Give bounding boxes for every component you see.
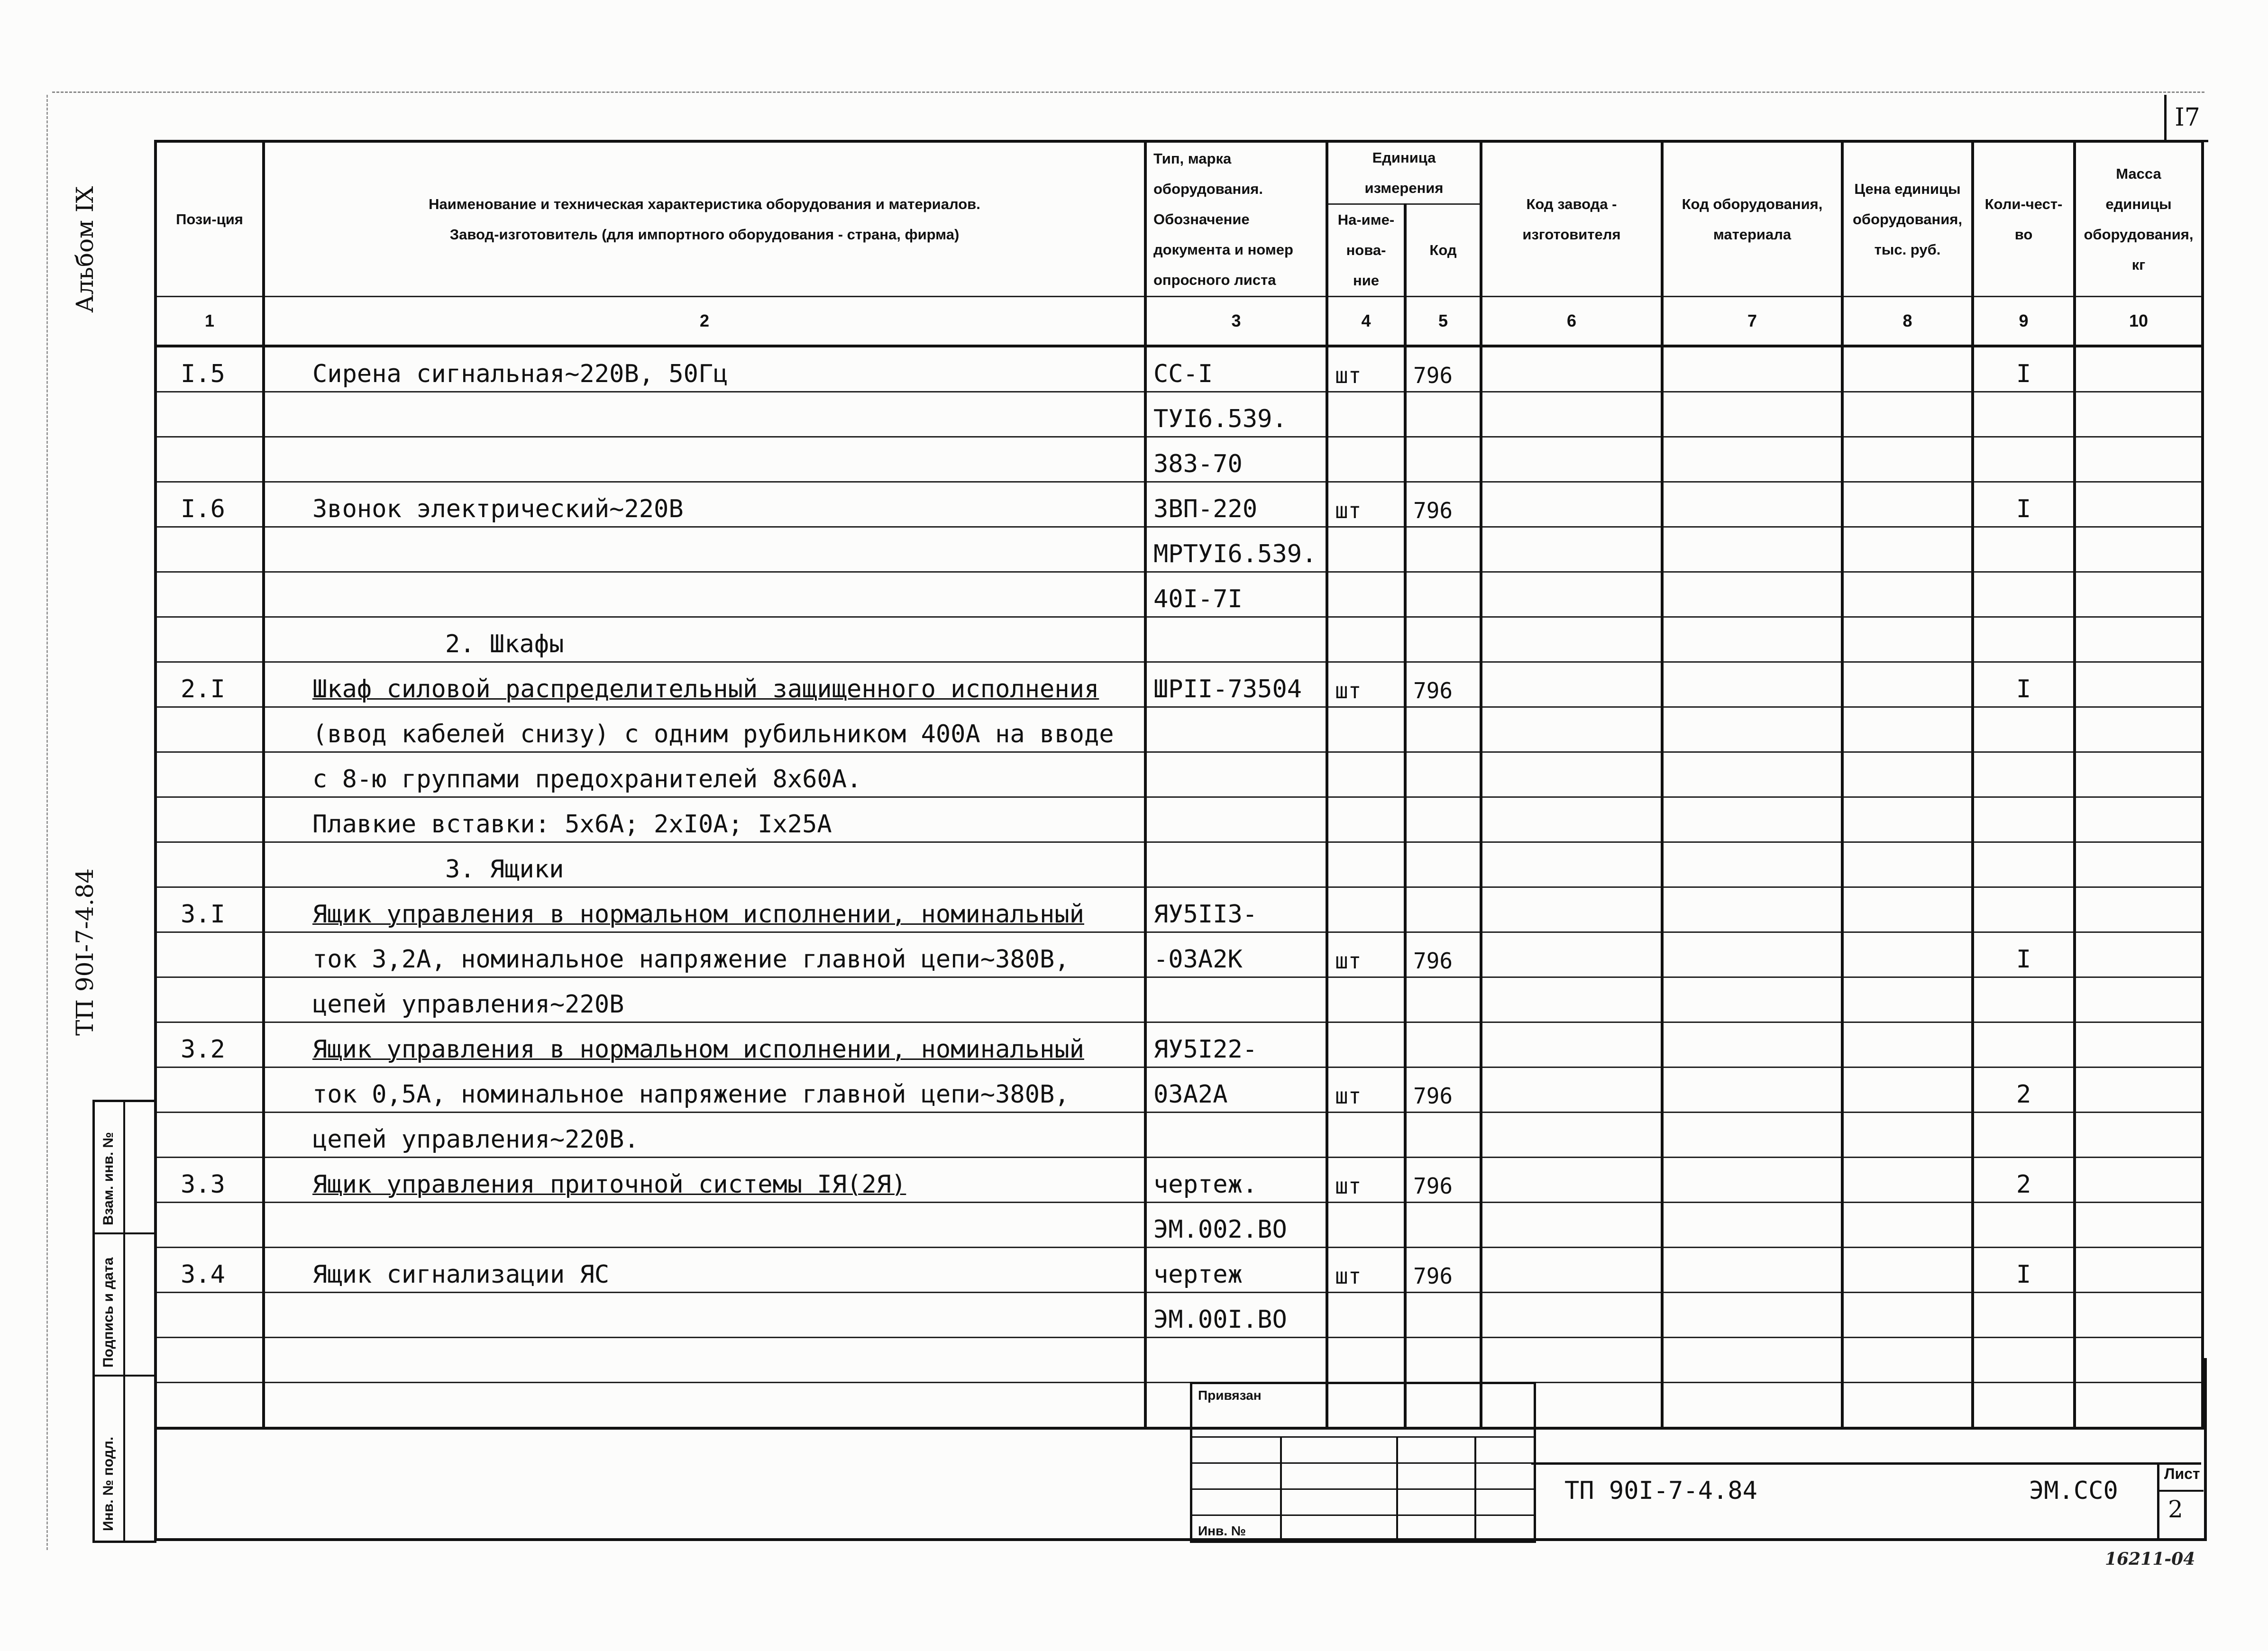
- cell-unit: [1327, 572, 1405, 617]
- cell-price: [1842, 1248, 1973, 1293]
- cell-position: 3.3: [155, 1158, 264, 1203]
- cell-position: [155, 572, 264, 617]
- cell-position: [155, 1067, 264, 1113]
- cell-price: [1842, 932, 1973, 977]
- cell-name: цепей управления~220В: [264, 977, 1145, 1022]
- cell-type: [1145, 797, 1327, 842]
- cell-type: ТУI6.539.: [1145, 392, 1327, 437]
- cell-name: Ящик управления в нормальном исполнении, номинальный: [264, 1022, 1145, 1067]
- side-doc-number: ТП 90I-7-4.84: [71, 868, 99, 1036]
- table-row: [155, 707, 2203, 752]
- table-row: [155, 977, 2203, 1022]
- cell-equipment-code: [1662, 1022, 1842, 1067]
- cell-position: 2.I: [155, 662, 264, 707]
- cell-quantity: I: [1973, 1248, 2075, 1293]
- cell-mass: [2075, 977, 2203, 1022]
- cell-plant-code: [1481, 707, 1662, 752]
- cell-mass: [2075, 482, 2203, 527]
- header-name-line1: Наименование и техническая характеристика оборудования и материалов.: [429, 195, 980, 212]
- cell-unit: [1327, 1022, 1405, 1067]
- column-number: 5: [1405, 297, 1481, 347]
- cell-quantity: [1973, 887, 2075, 932]
- cell-price: [1842, 1293, 1973, 1338]
- cell-mass: [2075, 617, 2203, 662]
- cell-position: [155, 797, 264, 842]
- document-code: ТП 90I-7-4.84: [1564, 1477, 1757, 1505]
- cell-plant-code: [1481, 527, 1662, 572]
- side-stamp-column: [92, 1100, 156, 1543]
- cell-quantity: I: [1973, 662, 2075, 707]
- cell-equipment-code: [1662, 1203, 1842, 1248]
- cell-mass: [2075, 1203, 2203, 1248]
- attached-label: Привязан: [1198, 1388, 1262, 1403]
- sheet-code: ЭМ.СС0: [2029, 1477, 2118, 1505]
- cell-plant-code: [1481, 392, 1662, 437]
- cell-type: 383-70: [1145, 437, 1327, 482]
- header-plant-code: Код завода - изготовителя: [1481, 141, 1662, 297]
- cell-type: ЭМ.002.ВО: [1145, 1203, 1327, 1248]
- cell-price: [1842, 1113, 1973, 1158]
- cell-type: ЗВП-220: [1145, 482, 1327, 527]
- grid-line: [1474, 1436, 1476, 1541]
- cell-unit: [1327, 887, 1405, 932]
- cell-quantity: I: [1973, 932, 2075, 977]
- cell-position: [155, 527, 264, 572]
- grid-line: [1396, 1436, 1398, 1541]
- table-row: [155, 1248, 2203, 1293]
- cell-quantity: [1973, 797, 2075, 842]
- left-dashed-border: [46, 95, 48, 1550]
- cell-name: [264, 527, 1145, 572]
- grid-line: [1192, 1462, 1534, 1464]
- cell-unit: шт: [1327, 346, 1405, 392]
- table-row: [155, 1158, 2203, 1203]
- table-row: [155, 527, 2203, 572]
- cell-unit-code: [1405, 797, 1481, 842]
- cell-name: Ящик сигнализации ЯС: [264, 1248, 1145, 1293]
- table-row: [155, 842, 2203, 887]
- table-row: [155, 752, 2203, 797]
- cell-equipment-code: [1662, 437, 1842, 482]
- cell-plant-code: [1481, 346, 1662, 392]
- cell-plant-code: [1481, 1203, 1662, 1248]
- cell-price: [1842, 482, 1973, 527]
- cell-plant-code: [1481, 662, 1662, 707]
- cell-name: ток 3,2А, номинальное напряжение главной цепи~380В,: [264, 932, 1145, 977]
- cell-plant-code: [1481, 1293, 1662, 1338]
- cell-unit: [1327, 1293, 1405, 1338]
- cell-unit-code: [1405, 707, 1481, 752]
- cell-plant-code: [1481, 797, 1662, 842]
- cell-unit-code: 796: [1405, 662, 1481, 707]
- cell-unit-code: 796: [1405, 1248, 1481, 1293]
- header-name: [264, 141, 1145, 297]
- cell-mass: [2075, 1113, 2203, 1158]
- cell-price: [1842, 346, 1973, 392]
- table-row: [155, 797, 2203, 842]
- cell-plant-code: [1481, 842, 1662, 887]
- cell-quantity: [1973, 617, 2075, 662]
- cell-price: [1842, 887, 1973, 932]
- cell-price: [1842, 572, 1973, 617]
- cell-plant-code: [1481, 437, 1662, 482]
- cell-mass: [2075, 346, 2203, 392]
- cell-unit: [1327, 797, 1405, 842]
- sheet-box-divider: [2159, 1490, 2204, 1492]
- cell-equipment-code: [1662, 932, 1842, 977]
- cell-unit-code: [1405, 392, 1481, 437]
- cell-unit: шт: [1327, 482, 1405, 527]
- cell-position: [155, 437, 264, 482]
- header-unit-code: Код: [1405, 204, 1481, 297]
- cell-unit-code: 796: [1405, 1067, 1481, 1113]
- cell-unit: [1327, 617, 1405, 662]
- cell-price: [1842, 617, 1973, 662]
- table-row: [155, 346, 2203, 392]
- cell-equipment-code: [1662, 1248, 1842, 1293]
- cell-mass: [2075, 1293, 2203, 1338]
- cell-unit-code: 796: [1405, 482, 1481, 527]
- cell-equipment-code: [1662, 572, 1842, 617]
- cell-plant-code: [1481, 932, 1662, 977]
- cell-position: I.6: [155, 482, 264, 527]
- cell-price: [1842, 842, 1973, 887]
- cell-equipment-code: [1662, 842, 1842, 887]
- cell-position: [155, 1203, 264, 1248]
- table-row: [155, 932, 2203, 977]
- cell-mass: [2075, 752, 2203, 797]
- column-number: 9: [1973, 297, 2075, 347]
- cell-quantity: [1973, 1113, 2075, 1158]
- column-number: 10: [2075, 297, 2203, 347]
- cell-type: ЯУ5I22-: [1145, 1022, 1327, 1067]
- cell-plant-code: [1481, 1022, 1662, 1067]
- cell-type: [1145, 707, 1327, 752]
- cell-unit: шт: [1327, 1248, 1405, 1293]
- cell-quantity: [1973, 1293, 2075, 1338]
- cell-unit: [1327, 392, 1405, 437]
- table-row: [155, 662, 2203, 707]
- cell-plant-code: [1481, 1248, 1662, 1293]
- cell-equipment-code: [1662, 392, 1842, 437]
- cell-price: [1842, 752, 1973, 797]
- table-row: [155, 1203, 2203, 1248]
- cell-unit-code: [1405, 1113, 1481, 1158]
- cell-unit-code: [1405, 977, 1481, 1022]
- stamp-field-signature-date: Подпись и дата: [101, 1257, 116, 1368]
- cell-position: I.5: [155, 346, 264, 392]
- cell-quantity: [1973, 1203, 2075, 1248]
- section-heading: 2. Шкафы: [264, 617, 1145, 662]
- cell-quantity: [1973, 977, 2075, 1022]
- cell-mass: [2075, 797, 2203, 842]
- cell-type: чертеж.: [1145, 1158, 1327, 1203]
- cell-name: Шкаф силовой распределительный защищенного исполнения: [264, 662, 1145, 707]
- grid-line: [1192, 1488, 1534, 1490]
- cell-equipment-code: [1662, 1293, 1842, 1338]
- cell-name: Ящик управления приточной системы IЯ(2Я): [264, 1158, 1145, 1203]
- column-number: 6: [1481, 297, 1662, 347]
- header-mass: Масса единицы оборудования, кг: [2075, 141, 2203, 297]
- cell-unit-code: 796: [1405, 346, 1481, 392]
- header-price: Цена единицы оборудования, тыс. руб.: [1842, 141, 1973, 297]
- cell-type: 40I-7I: [1145, 572, 1327, 617]
- cell-plant-code: [1481, 617, 1662, 662]
- cell-name: [264, 572, 1145, 617]
- column-number: 7: [1662, 297, 1842, 347]
- top-dashed-border: [52, 91, 2204, 93]
- cell-price: [1842, 797, 1973, 842]
- cell-unit-code: [1405, 1293, 1481, 1338]
- cell-unit: [1327, 752, 1405, 797]
- cell-unit: [1327, 527, 1405, 572]
- column-number-row: [155, 297, 2203, 347]
- cell-unit: [1327, 977, 1405, 1022]
- table-row: [155, 1113, 2203, 1158]
- cell-plant-code: [1481, 1158, 1662, 1203]
- sheet-label: Лист: [2164, 1465, 2200, 1482]
- cell-type: МРТУI6.539.: [1145, 527, 1327, 572]
- cell-name: Сирена сигнальная~220В, 50Гц: [264, 346, 1145, 392]
- grid-line: [1192, 1436, 1534, 1438]
- table-row: [155, 1067, 2203, 1113]
- cell-quantity: I: [1973, 346, 2075, 392]
- table-row: [155, 887, 2203, 932]
- attachment-stamp: [1190, 1382, 1536, 1543]
- album-label: Альбом IX: [71, 186, 99, 313]
- cell-unit: шт: [1327, 1158, 1405, 1203]
- cell-quantity: I: [1973, 482, 2075, 527]
- cell-equipment-code: [1662, 977, 1842, 1022]
- cell-quantity: [1973, 707, 2075, 752]
- column-number: 3: [1145, 297, 1327, 347]
- cell-unit: [1327, 1203, 1405, 1248]
- cell-equipment-code: [1662, 707, 1842, 752]
- cell-mass: [2075, 707, 2203, 752]
- header-type: Тип, марка оборудования. Обозначение документа и номер опросного листа: [1145, 141, 1327, 297]
- cell-position: 3.2: [155, 1022, 264, 1067]
- cell-position: [155, 842, 264, 887]
- cell-mass: [2075, 1248, 2203, 1293]
- cell-equipment-code: [1662, 1067, 1842, 1113]
- cell-equipment-code: [1662, 887, 1842, 932]
- grid-line: [1192, 1514, 1534, 1516]
- cell-quantity: [1973, 842, 2075, 887]
- cell-name: [264, 1293, 1145, 1338]
- cell-quantity: [1973, 1022, 2075, 1067]
- section-heading: 3. Ящики: [264, 842, 1145, 887]
- cell-mass: [2075, 842, 2203, 887]
- cell-unit: [1327, 437, 1405, 482]
- cell-mass: [2075, 887, 2203, 932]
- table-row: [155, 617, 2203, 662]
- cell-unit-code: [1405, 617, 1481, 662]
- cell-plant-code: [1481, 752, 1662, 797]
- stamp-separator: [95, 1375, 154, 1377]
- cell-equipment-code: [1662, 752, 1842, 797]
- cell-equipment-code: [1662, 527, 1842, 572]
- cell-unit-code: [1405, 1203, 1481, 1248]
- table-row: [155, 482, 2203, 527]
- cell-price: [1842, 662, 1973, 707]
- cell-position: [155, 752, 264, 797]
- cell-name: цепей управления~220В.: [264, 1113, 1145, 1158]
- cell-name: Ящик управления в нормальном исполнении, номинальный: [264, 887, 1145, 932]
- cell-plant-code: [1481, 1113, 1662, 1158]
- table-row: [155, 1022, 2203, 1067]
- cell-unit-code: [1405, 437, 1481, 482]
- cell-unit-code: 796: [1405, 932, 1481, 977]
- table-row: [155, 437, 2203, 482]
- column-number: 1: [155, 297, 264, 347]
- cell-name: с 8-ю группами предохранителей 8х60А.: [264, 752, 1145, 797]
- sheet-value: 2: [2168, 1496, 2183, 1523]
- cell-quantity: 2: [1973, 1067, 2075, 1113]
- cell-equipment-code: [1662, 482, 1842, 527]
- cell-position: 3.4: [155, 1248, 264, 1293]
- cell-unit-code: [1405, 752, 1481, 797]
- header-unit-name: На-име-нова-ние: [1327, 204, 1405, 297]
- cell-mass: [2075, 1022, 2203, 1067]
- cell-mass: [2075, 662, 2203, 707]
- cell-unit: [1327, 1113, 1405, 1158]
- cell-position: 3.I: [155, 887, 264, 932]
- cell-type: [1145, 977, 1327, 1022]
- cell-type: ЯУ5II3-: [1145, 887, 1327, 932]
- cell-price: [1842, 437, 1973, 482]
- stamp-field-original-inv: Инв. № подл.: [101, 1436, 116, 1531]
- cell-type: [1145, 617, 1327, 662]
- cell-unit: шт: [1327, 932, 1405, 977]
- cell-name: Плавкие вставки: 5х6А; 2хI0А; Iх25А: [264, 797, 1145, 842]
- cell-price: [1842, 1022, 1973, 1067]
- cell-quantity: [1973, 527, 2075, 572]
- cell-unit: [1327, 842, 1405, 887]
- cell-unit-code: [1405, 1022, 1481, 1067]
- cell-price: [1842, 1158, 1973, 1203]
- archive-number: 16211-04: [2105, 1549, 2195, 1569]
- grid-line: [1280, 1436, 1282, 1541]
- cell-type: [1145, 842, 1327, 887]
- stamp-field-replaced-inv: Взам. инв. №: [101, 1132, 116, 1225]
- cell-price: [1842, 977, 1973, 1022]
- cell-position: [155, 392, 264, 437]
- cell-position: [155, 617, 264, 662]
- stamp-separator: [95, 1232, 154, 1234]
- cell-mass: [2075, 527, 2203, 572]
- cell-equipment-code: [1662, 617, 1842, 662]
- table-row: [155, 572, 2203, 617]
- cell-price: [1842, 707, 1973, 752]
- cell-name: [264, 437, 1145, 482]
- column-number: 4: [1327, 297, 1405, 347]
- cell-mass: [2075, 932, 2203, 977]
- cell-plant-code: [1481, 887, 1662, 932]
- column-number: 2: [264, 297, 1145, 347]
- cell-mass: [2075, 1067, 2203, 1113]
- cell-unit: шт: [1327, 662, 1405, 707]
- cell-mass: [2075, 1158, 2203, 1203]
- cell-price: [1842, 527, 1973, 572]
- cell-price: [1842, 392, 1973, 437]
- cell-type: ЭМ.00I.ВО: [1145, 1293, 1327, 1338]
- cell-equipment-code: [1662, 797, 1842, 842]
- cell-plant-code: [1481, 1067, 1662, 1113]
- cell-mass: [2075, 437, 2203, 482]
- cell-equipment-code: [1662, 1113, 1842, 1158]
- cell-equipment-code: [1662, 1158, 1842, 1203]
- cell-name: Звонок электрический~220В: [264, 482, 1145, 527]
- cell-position: [155, 1113, 264, 1158]
- cell-equipment-code: [1662, 346, 1842, 392]
- cell-unit-code: [1405, 527, 1481, 572]
- cell-equipment-code: [1662, 662, 1842, 707]
- specification-body: [155, 346, 2203, 1428]
- cell-type: -03А2К: [1145, 932, 1327, 977]
- cell-type: [1145, 752, 1327, 797]
- header-name-line2: Завод-изготовитель (для импортного оборудования - страна, фирма): [449, 226, 960, 243]
- header-row: [155, 141, 2203, 204]
- column-number: 8: [1842, 297, 1973, 347]
- cell-name: [264, 392, 1145, 437]
- cell-price: [1842, 1067, 1973, 1113]
- specification-table: [154, 140, 2204, 1430]
- cell-price: [1842, 1203, 1973, 1248]
- cell-quantity: [1973, 437, 2075, 482]
- cell-plant-code: [1481, 482, 1662, 527]
- header-position: Пози-ция: [155, 141, 264, 297]
- cell-plant-code: [1481, 572, 1662, 617]
- cell-type: чертеж: [1145, 1248, 1327, 1293]
- header-equipment-code: Код оборудования, материала: [1662, 141, 1842, 297]
- table-row: [155, 1293, 2203, 1338]
- cell-name: (ввод кабелей снизу) с одним рубильником 400А на вводе: [264, 707, 1145, 752]
- cell-unit: шт: [1327, 1067, 1405, 1113]
- cell-quantity: [1973, 572, 2075, 617]
- header-quantity: Коли-чест-во: [1973, 141, 2075, 297]
- cell-unit: [1327, 707, 1405, 752]
- cell-unit-code: [1405, 887, 1481, 932]
- header-unit-group: Единица измерения: [1327, 141, 1481, 204]
- cell-position: [155, 977, 264, 1022]
- cell-position: [155, 707, 264, 752]
- cell-plant-code: [1481, 977, 1662, 1022]
- cell-name: [264, 1203, 1145, 1248]
- cell-quantity: [1973, 392, 2075, 437]
- sheet-box: [2157, 1462, 2204, 1538]
- cell-quantity: 2: [1973, 1158, 2075, 1203]
- cell-unit-code: [1405, 842, 1481, 887]
- cell-mass: [2075, 392, 2203, 437]
- table-row: [155, 392, 2203, 437]
- cell-position: [155, 932, 264, 977]
- cell-type: СС-I: [1145, 346, 1327, 392]
- cell-type: ШРII-73504: [1145, 662, 1327, 707]
- cell-name: ток 0,5А, номинальное напряжение главной цепи~380В,: [264, 1067, 1145, 1113]
- cell-type: 03А2А: [1145, 1067, 1327, 1113]
- cell-unit-code: [1405, 572, 1481, 617]
- inventory-number-label: Инв. №: [1198, 1523, 1246, 1538]
- cell-type: [1145, 1113, 1327, 1158]
- cell-quantity: [1973, 752, 2075, 797]
- cell-unit-code: 796: [1405, 1158, 1481, 1203]
- cell-mass: [2075, 572, 2203, 617]
- cell-position: [155, 1293, 264, 1338]
- sheet-number-box: I7: [2164, 95, 2208, 142]
